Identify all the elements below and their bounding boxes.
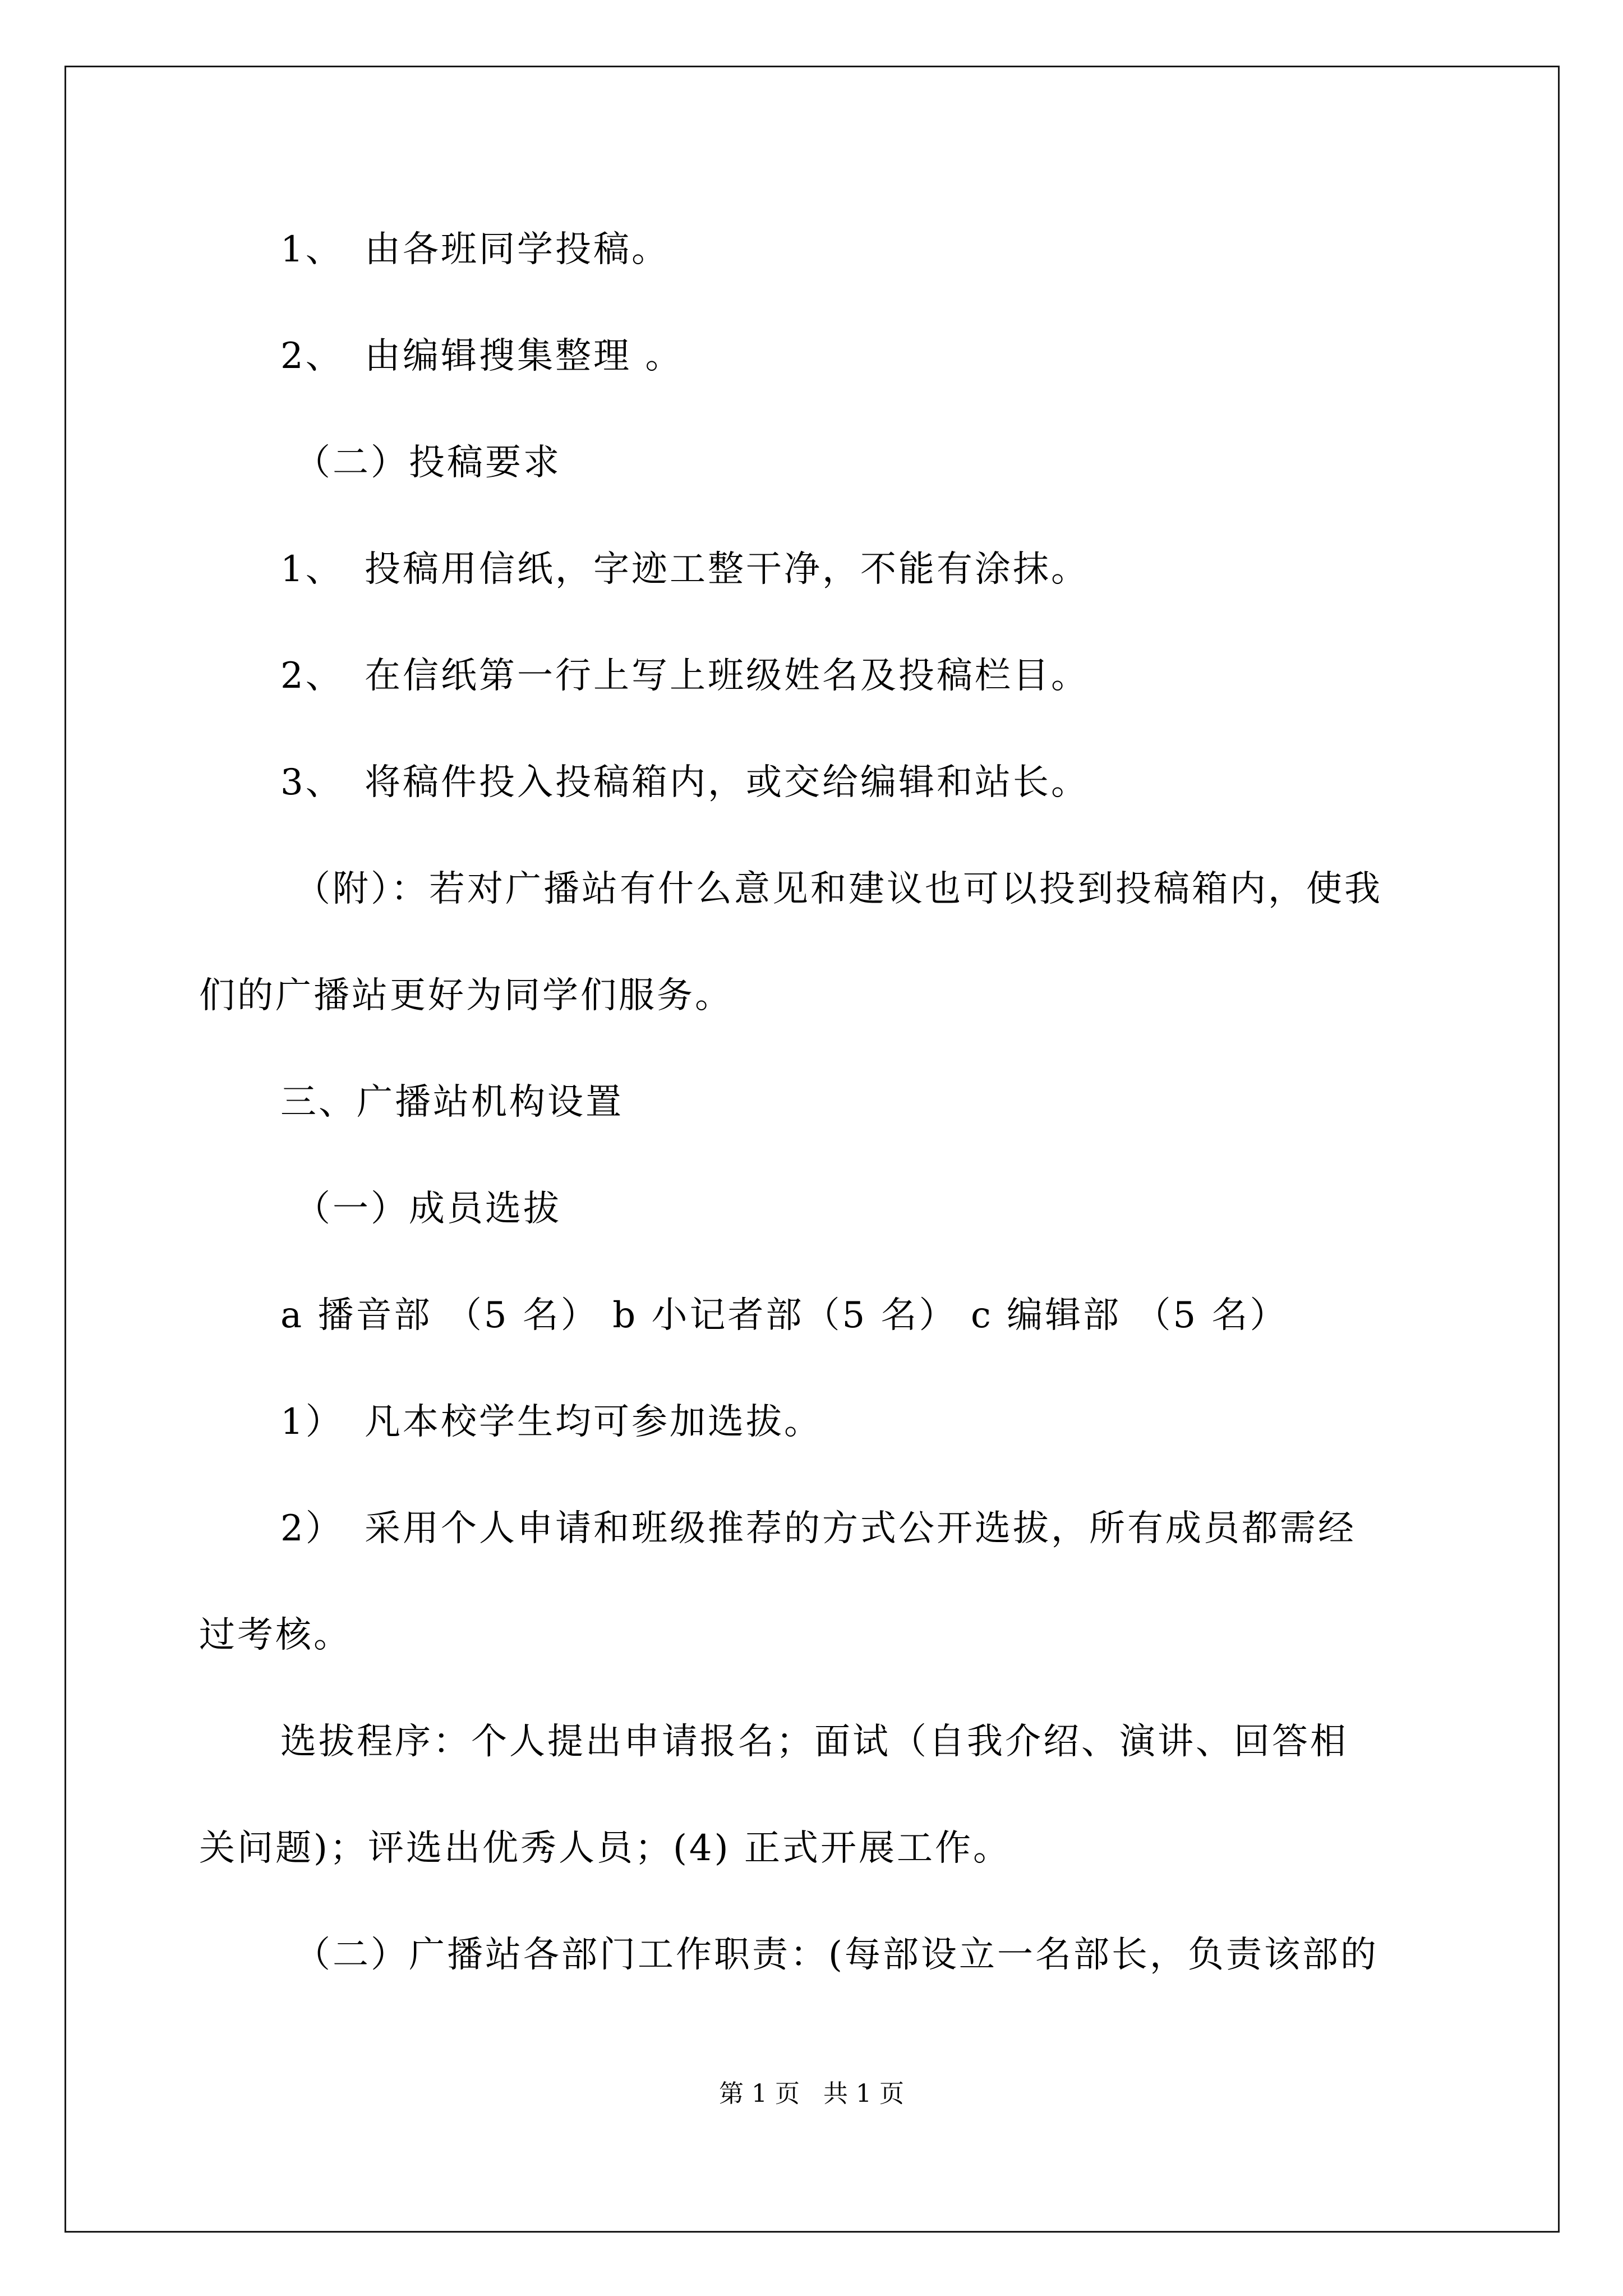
item-number: 2、 bbox=[280, 335, 344, 377]
section-heading: （二）投稿要求 bbox=[294, 442, 561, 484]
item-text: 将稿件投入投稿箱内，或交给编辑和站长。 bbox=[365, 762, 1089, 803]
numbered-item bbox=[280, 1506, 1356, 1551]
numbered-item bbox=[280, 334, 683, 379]
item-number: 2、 bbox=[280, 655, 344, 697]
section-heading: 三、广播站机构设置 bbox=[280, 1082, 624, 1123]
numbered-item bbox=[280, 760, 1089, 805]
note-paragraph: （附）：若对广播站有什么意见和建议也可以投到投稿箱内，使我 bbox=[294, 868, 1382, 910]
item-text: 由各班同学投稿。 bbox=[365, 229, 670, 270]
paragraph-continued: 关问题)；评选出优秀人员；(4) 正式开展工作。 bbox=[199, 1828, 1011, 1869]
page-footer: 第 1 页 共 1 页 bbox=[719, 2079, 904, 2108]
item-text: 凡本校学生均可参加选拔。 bbox=[365, 1401, 822, 1443]
numbered-item bbox=[280, 547, 1089, 592]
item-number: 1、 bbox=[280, 549, 344, 590]
page-border bbox=[64, 66, 1560, 2233]
numbered-item bbox=[280, 654, 1089, 698]
item-number: 3、 bbox=[280, 762, 344, 803]
department-list: a 播音部 （5 名） b 小记者部（5 名） c 编辑部 （5 名） bbox=[280, 1295, 1288, 1336]
note-paragraph-continued: 们的广播站更好为同学们服务。 bbox=[199, 975, 733, 1016]
section-heading: （一）成员选拔 bbox=[294, 1188, 561, 1230]
item-text: 采用个人申请和班级推荐的方式公开选拔，所有成员都需经 bbox=[365, 1508, 1356, 1549]
item-text: 在信纸第一行上写上班级姓名及投稿栏目。 bbox=[365, 655, 1089, 697]
paragraph-continued: 过考核。 bbox=[199, 1614, 352, 1656]
numbered-item bbox=[280, 1400, 822, 1444]
item-text: 由编辑搜集整理 。 bbox=[365, 335, 684, 377]
section-heading: （二）广播站各部门工作职责：(每部设立一名部长，负责该部的 bbox=[294, 1934, 1378, 1976]
numbered-item bbox=[280, 227, 670, 272]
item-number: 2） bbox=[280, 1508, 344, 1549]
paragraph: 选拔程序：个人提出申请报名；面试（自我介绍、演讲、回答相 bbox=[280, 1721, 1348, 1763]
item-number: 1） bbox=[280, 1401, 344, 1443]
item-number: 1、 bbox=[280, 229, 344, 270]
item-text: 投稿用信纸，字迹工整干净，不能有涂抹。 bbox=[365, 549, 1089, 590]
